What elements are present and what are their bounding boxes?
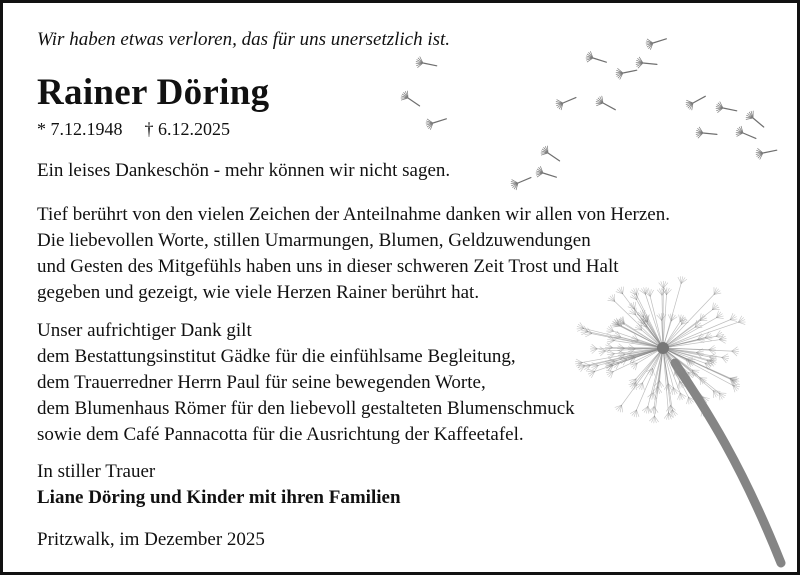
motto-line: Wir haben etwas verloren, das für uns unersetzlich ist. xyxy=(37,29,451,50)
dandelion-seed-icon xyxy=(416,57,437,68)
dandelion-seed-icon xyxy=(756,148,777,159)
dandelion-seed-icon xyxy=(736,126,756,138)
paragraph-line: dem Bestattungsinstitut Gädke für die einfühlsame Begleitung, xyxy=(37,346,516,367)
paragraph-line: dem Trauerredner Herrn Paul für seine bewegenden Worte, xyxy=(37,372,486,393)
paragraph-line: sowie dem Café Pannacotta für die Ausrichtung der Kaffeetafel. xyxy=(37,424,524,445)
place-date-line: Pritzwalk, im Dezember 2025 xyxy=(37,529,265,550)
dandelion-seed-icon xyxy=(596,96,615,110)
death-date: † 6.12.2025 xyxy=(144,119,230,139)
dandelion-seed-icon xyxy=(586,51,606,62)
dandelion-seed-icon xyxy=(686,96,705,110)
paragraph-line: gegeben und gezeigt, wie viele Herzen Rainer berührt hat. xyxy=(37,282,480,303)
dandelion-icon xyxy=(575,277,781,563)
dandelion-seed-icon xyxy=(541,146,560,161)
family-signature: Liane Döring und Kinder mit ihren Familien xyxy=(37,487,401,508)
thanks-line: Ein leises Dankeschön - mehr können wir nicht sagen. xyxy=(37,160,451,181)
paragraph-line: und Gesten des Mitgefühls haben uns in dieser schweren Zeit Trost und Halt xyxy=(37,256,619,277)
acknowledgement-paragraph xyxy=(37,318,575,448)
dandelion-seed-icon xyxy=(716,102,737,113)
dandelion-seed-icon xyxy=(536,166,556,177)
life-dates xyxy=(37,119,230,140)
dandelion-seed-icon xyxy=(646,39,666,50)
gratitude-paragraph xyxy=(37,202,670,306)
dandelion-seed-icon xyxy=(636,57,657,68)
dandelion-seeds xyxy=(401,39,777,190)
deceased-name: Rainer Döring xyxy=(37,72,270,113)
paragraph-line: Tief berührt von den vielen Zeichen der Anteilnahme danken wir allen von Herzen. xyxy=(37,204,670,225)
birth-date: * 7.12.1948 xyxy=(37,119,123,139)
dandelion-seed-icon xyxy=(401,91,420,106)
dandelion-seed-icon xyxy=(556,98,576,110)
dandelion-seed-icon xyxy=(426,119,446,130)
paragraph-line: Unser aufrichtiger Dank gilt xyxy=(37,320,252,341)
dandelion-seed-icon xyxy=(616,68,637,79)
mourning-line: In stiller Trauer xyxy=(37,461,156,482)
dandelion-seed-icon xyxy=(746,111,764,127)
dandelion-seed-icon xyxy=(696,127,717,138)
paragraph-line: dem Blumenhaus Römer für den liebevoll gestalteten Blumenschmuck xyxy=(37,398,575,419)
dandelion-seed-icon xyxy=(511,178,531,190)
paragraph-line: Die liebevollen Worte, stillen Umarmungen, Blumen, Geldzuwendungen xyxy=(37,230,591,251)
